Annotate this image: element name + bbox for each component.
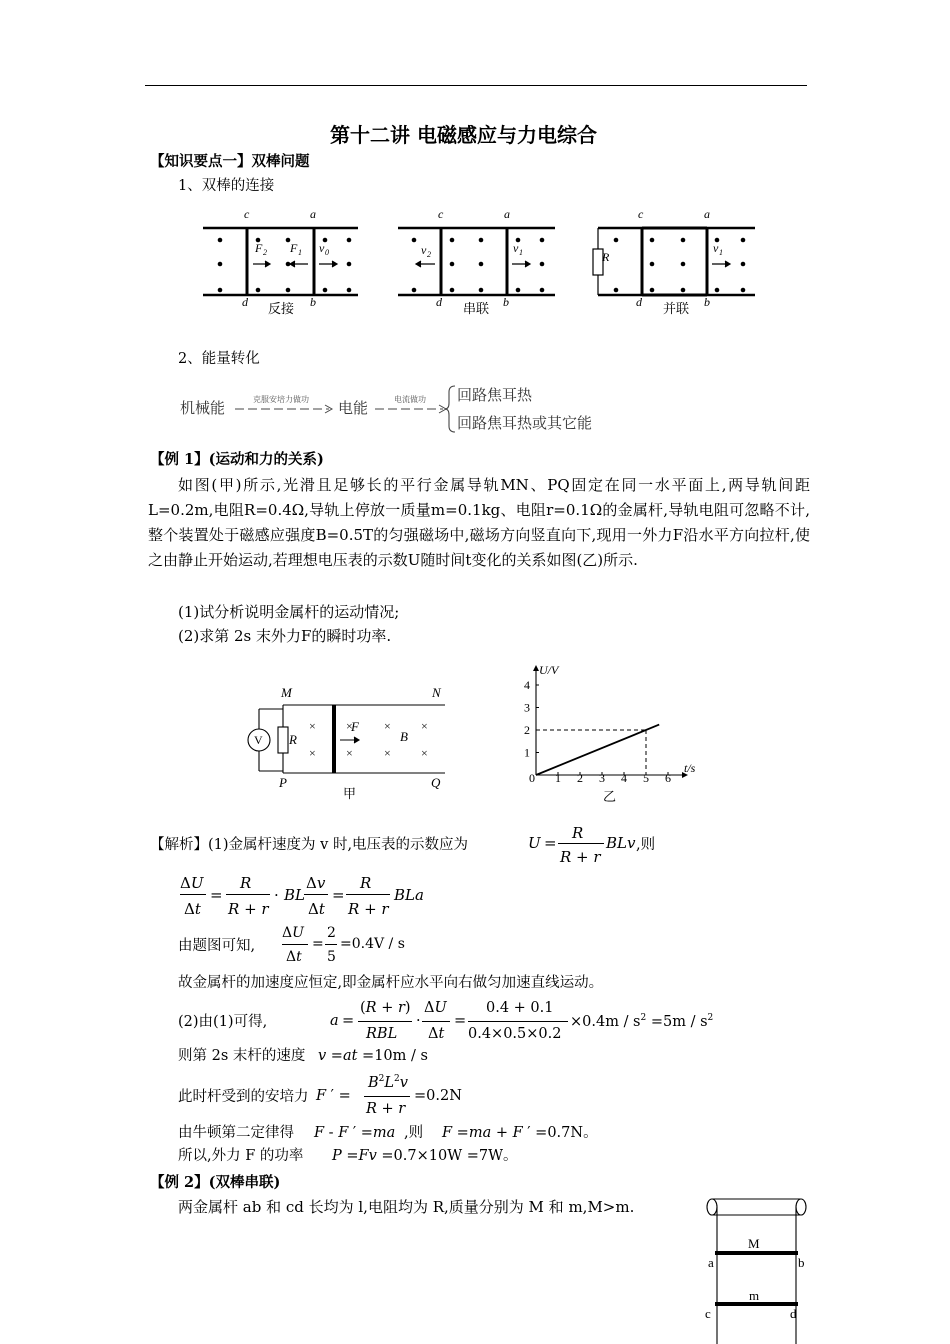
figure-jia xyxy=(245,683,460,798)
formula-F: F =ma + F ′ =0.7N。 xyxy=(442,1125,598,1141)
x-tick-label: 2 xyxy=(577,771,583,785)
energy-out1: 回路焦耳热 xyxy=(457,386,533,404)
label-V: V xyxy=(254,733,263,747)
svg-text:R: R xyxy=(602,250,610,264)
svg-text:d: d xyxy=(636,295,642,309)
energy-elec: 电能 xyxy=(338,399,369,417)
solution-s3: 由题图可知, xyxy=(178,938,256,954)
svg-text:×: × xyxy=(421,746,428,760)
svg-text:d: d xyxy=(436,295,442,309)
energy-out2: 回路焦耳热或其它能 xyxy=(457,414,593,432)
svg-text:a: a xyxy=(704,207,710,221)
x-tick-label: 6 xyxy=(665,771,671,785)
caption-yi: 乙 xyxy=(603,790,617,805)
svg-text:×: × xyxy=(309,719,316,733)
svg-text:1: 1 xyxy=(719,248,723,257)
label-P: P xyxy=(279,775,287,790)
label-m2: m xyxy=(749,1288,760,1303)
svg-text:a: a xyxy=(504,207,510,221)
formula-v: v =at =10m / s xyxy=(318,1048,428,1064)
solution-s4: 故金属杆的加速度应恒定,即金属杆应水平向右做匀加速直线运动。 xyxy=(178,975,604,991)
formula-P: P =Fv =0.7×10W =7W。 xyxy=(332,1148,518,1164)
label-b2: b xyxy=(798,1255,805,1270)
energy-arrow2-label: 电流做功 xyxy=(394,395,426,404)
y-axis-label: U/V xyxy=(539,663,559,677)
example2-header: 【例 2】(双棒串联) xyxy=(150,1174,281,1191)
svg-text:×: × xyxy=(384,746,391,760)
series-line-U xyxy=(536,725,659,775)
svg-text:v: v xyxy=(319,241,325,255)
y-tick-label: 4 xyxy=(524,678,530,692)
y-tick-label: 3 xyxy=(524,700,530,715)
solution-s9: 所以,外力 F 的功率 xyxy=(178,1148,304,1164)
x-axis-label: t/s xyxy=(684,761,696,775)
solution-s7: 此时杆受到的安培力 xyxy=(178,1089,309,1105)
svg-text:d: d xyxy=(242,295,248,309)
svg-text:×: × xyxy=(384,719,391,733)
svg-text:c: c xyxy=(438,207,444,221)
svg-text:2: 2 xyxy=(427,250,431,259)
svg-text:0: 0 xyxy=(325,248,329,257)
svg-text:b: b xyxy=(310,295,316,309)
label-B: B xyxy=(400,729,408,744)
item-2: 2、能量转化 xyxy=(178,351,260,367)
svg-text:b: b xyxy=(503,295,509,309)
caption-fanjie: 反接 xyxy=(268,302,295,317)
page-title: 第十二讲 电磁感应与力电综合 xyxy=(330,123,597,147)
y-tick-label: 2 xyxy=(524,723,530,737)
svg-text:F: F xyxy=(290,241,298,255)
section1-header: 【知识要点一】双棒问题 xyxy=(150,153,310,170)
energy-arrow2 xyxy=(375,403,450,415)
x-tick-label: 4 xyxy=(621,771,627,785)
svg-text:×: × xyxy=(421,719,428,733)
svg-text:2: 2 xyxy=(263,248,267,257)
figure-ex2 xyxy=(700,1193,820,1344)
energy-arrow1-label: 克服安培力做功 xyxy=(253,395,309,404)
chart-yi xyxy=(520,650,710,790)
solution-s8b: ,则 xyxy=(404,1125,424,1141)
x-tick-label: 0 xyxy=(529,771,535,785)
label-F: F xyxy=(351,719,359,734)
label-M: M xyxy=(281,685,292,700)
label-d2: d xyxy=(790,1306,797,1321)
energy-brace xyxy=(445,384,457,434)
solution-s5: (2)由(1)可得, xyxy=(178,1014,268,1030)
svg-text:v: v xyxy=(713,241,719,255)
svg-text:v: v xyxy=(421,243,427,257)
svg-text:c: c xyxy=(244,207,250,221)
svg-text:F: F xyxy=(255,241,263,255)
label-a2: a xyxy=(708,1255,714,1270)
label-N: N xyxy=(432,685,441,700)
example1-header: 【例 1】(运动和力的关系) xyxy=(150,451,324,468)
svg-text:×: × xyxy=(309,746,316,760)
y-tick-label: 1 xyxy=(524,745,530,760)
solution-s1b: ,则 xyxy=(636,837,656,853)
example1-problem: 如图(甲)所示,光滑且足够长的平行金属导轨MN、PQ固定在同一水平面上,两导轨间距L=0.2m,电阻R=0.4Ω,导轨上停放一质量m=0.1kg、电阻r=0.1Ω的金属杆,导轨电阻可忽略不计,整个装置处于磁感应强度B=0.5T的匀强磁场中,磁场方向竖直向下,现用一外力F沿水平方向拉杆,使之由静止开始运动,若理想电压表的示数U随时间t变化的关系如图(乙)所示. xyxy=(148,476,810,569)
example1-q2: (2)求第 2s 末外力F的瞬时功率. xyxy=(178,627,392,645)
svg-text:1: 1 xyxy=(298,248,302,257)
svg-text:b: b xyxy=(704,295,710,309)
example1-q1: (1)试分析说明金属杆的运动情况; xyxy=(178,603,400,621)
label-M2: M xyxy=(748,1236,760,1251)
energy-mech: 机械能 xyxy=(180,399,226,417)
label-R: R xyxy=(289,732,297,747)
svg-text:c: c xyxy=(638,207,644,221)
x-tick-label: 1 xyxy=(555,771,561,785)
caption-jia: 甲 xyxy=(343,787,357,802)
svg-text:×: × xyxy=(346,746,353,760)
energy-arrow1 xyxy=(235,403,335,415)
caption-chuanlian: 串联 xyxy=(463,302,490,317)
label-c2: c xyxy=(705,1306,711,1321)
svg-text:v: v xyxy=(513,241,519,255)
example2-problem: 两金属杆 ab 和 cd 长均为 l,电阻均为 R,质量分别为 M 和 m,M>m. xyxy=(178,1198,635,1216)
x-tick-label: 5 xyxy=(643,771,649,785)
caption-binglian: 并联 xyxy=(663,302,690,317)
svg-text:1: 1 xyxy=(519,248,523,257)
solution-s6: 则第 2s 末杆的速度 xyxy=(178,1048,306,1064)
formula-newton: F - F ′ =ma xyxy=(314,1125,396,1141)
svg-text:a: a xyxy=(310,207,316,221)
solution-s8: 由牛顿第二定律得 xyxy=(178,1125,294,1141)
x-tick-label: 3 xyxy=(599,771,605,785)
header-rule xyxy=(145,85,807,86)
item-1: 1、双棒的连接 xyxy=(178,178,275,194)
solution-s1: 【解析】(1)金属杆速度为 v 时,电压表的示数应为 xyxy=(150,837,469,853)
svg-text:×: × xyxy=(346,719,353,733)
label-Q: Q xyxy=(431,775,441,790)
